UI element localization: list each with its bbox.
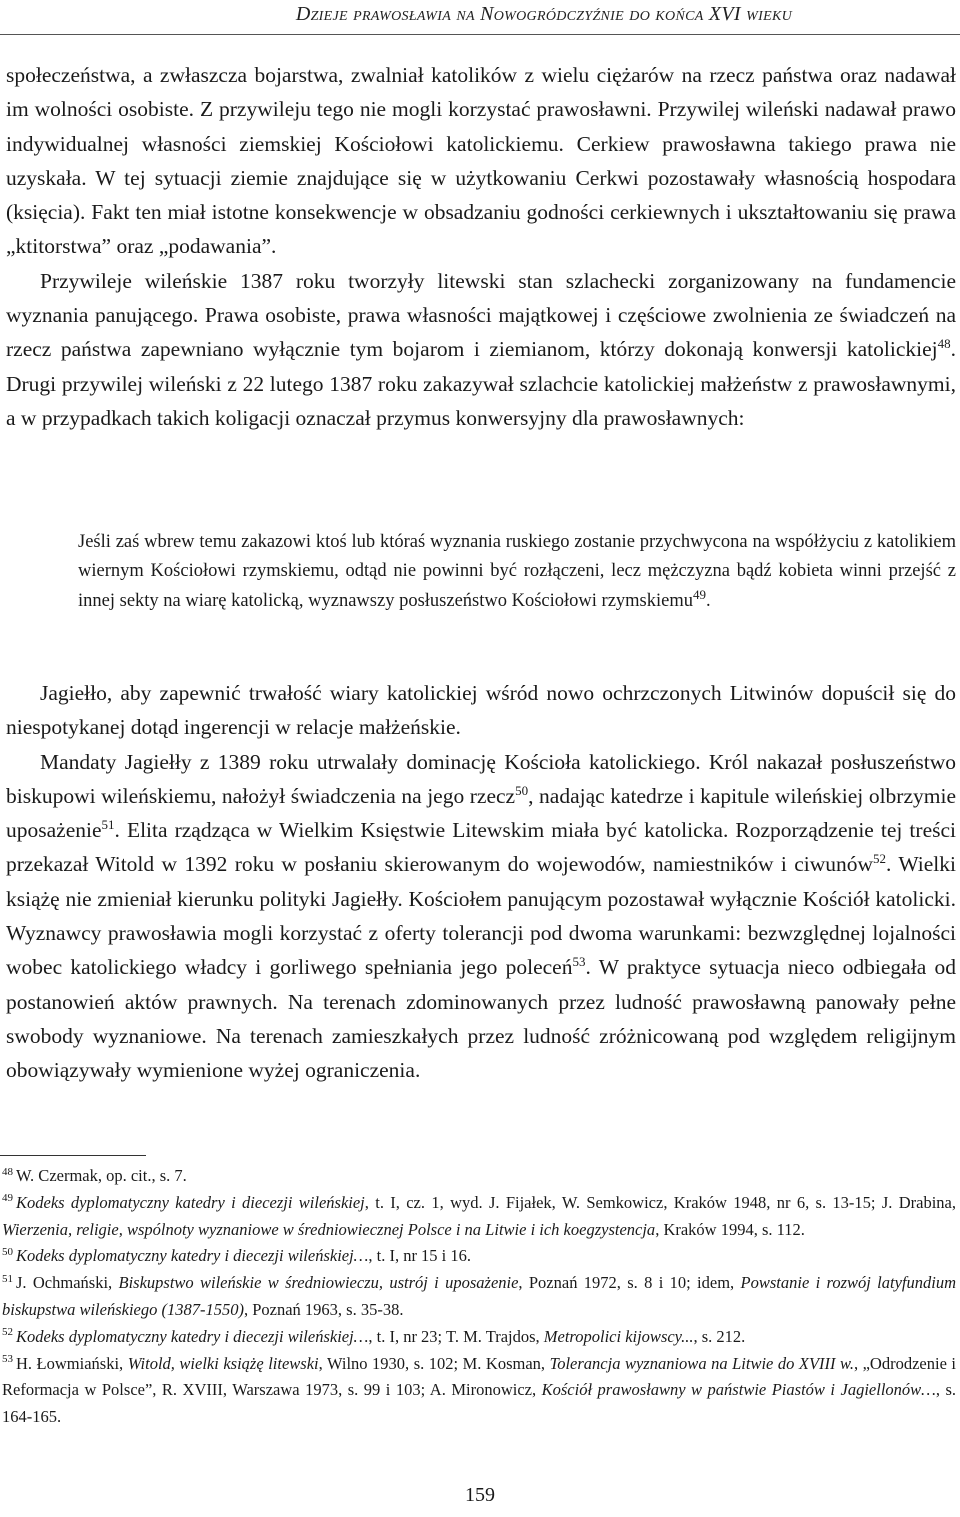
footnote-title: Metropolici kijowscy... <box>543 1326 694 1346</box>
quote-end: . <box>705 590 711 611</box>
footnote-text: H. Łowmiański, <box>16 1353 128 1373</box>
footnote-number: 52 <box>2 1326 13 1339</box>
footnote-title: Powstanie i rozwój latyfundium biskupstwa wileńskiego (1387-1550) <box>2 1273 956 1319</box>
paragraph-1: społeczeństwa, a zwłaszcza bojarstwa, zwalniał katolików z wielu ciężarów na rzecz państwa oraz nadawał im wolności osobiste. Z przywileju tego nie mogli korzystać prawosławni. Przywilej wileński nadawał prawo indywidualnej własności ziemskiej Kościołowi katolickiemu. Cerkiew prawosławna takiego prawa nie uzyskała. W tej sytuacji ziemie znajdujące się w użytkowaniu Cerkwi pozostawały własnością hospodara (księcia). Fakt ten miał istotne konsekwencje w obsadzaniu godności cerkiewnych i ukształtowaniu się prawa „ktitorstwa” oraz „podawania”. <box>6 63 956 259</box>
footnote-ref-48: 48 <box>937 336 951 352</box>
footnote-ref-51: 51 <box>101 817 115 833</box>
footnote-title: Biskupstwo wileńskie w średniowieczu, ustrój i uposażenie <box>118 1273 519 1293</box>
footnote-ref-49: 49 <box>692 586 706 602</box>
footnote-text: , s. 212. <box>693 1326 746 1346</box>
footnote-text: , Wilno 1930, s. 102; M. Kosman, <box>318 1353 550 1373</box>
footnote-title: Tolerancja wyznaniowa na Litwie do XVIII w. <box>549 1353 854 1373</box>
footnote-text: , Poznań 1972, s. 8 i 10; idem, <box>518 1273 741 1293</box>
footnote-50 <box>2 1243 956 1270</box>
footnote-separator <box>0 1155 146 1156</box>
footnote-text: , s. 164-165. <box>2 1380 957 1427</box>
running-title: Dzieje prawosławia na Nowogródczyźnie do końca XVI wieku <box>295 3 792 25</box>
paragraph-4-text-e: . W praktyce sytuacja nieco odbiegała od postanowień aktów prawnych. Na terenach zdominowanych przez ludność prawosławną panowały pełne swobody wyznaniowe. Na terenach zamieszkałych przez ludność zróżnicowaną pod względem religijnym obowiązywały wymienione wyżej ograniczenia. <box>6 955 956 1083</box>
footnote-title: Witold, wielki książę litewski <box>127 1353 319 1373</box>
page-number: 159 <box>465 1484 495 1506</box>
paragraph-4-text-a: Mandaty Jagiełły z 1389 roku utrwalały dominację Kościoła katolickiego. Król nakazał posłuszeństwo biskupowi wileńskiemu, nałożył świadczenia na jego rzecz <box>6 749 956 808</box>
footnote-52 <box>2 1324 956 1351</box>
footnote-text: J. Ochmański, <box>16 1273 119 1293</box>
footnote-text: , t. I, nr 23; T. M. Trajdos, <box>368 1326 544 1346</box>
paragraph-3: Jagiełło, aby zapewnić trwałość wiary katolickiej wśród nowo ochrzczonych Litwinów dopuścił się do niespotykanej dotąd ingerencji w relacje małżeńskie. <box>6 681 956 740</box>
paragraph-2-text-a: Przywileje wileńskie 1387 roku tworzyły litewski stan szlachecki zorganizowany na fundamencie wyznania panującego. Prawa osobiste, prawa własności majątkowej i częściowe zwolnienia ze świadczeń na rzecz państwa zapewniano wyłącznie tym bojarom i ziemianom, którzy dokonają konwersji katolickiej <box>6 268 956 362</box>
quote-text: Jeśli zaś wbrew temu zakazowi ktoś lub któraś wyznania ruskiego zostanie przychwycona na współżyciu z katolikiem wiernym Kościołowi rzymskiemu, odtąd nie powinni być rozłączeni, lecz mężczyzna bądź kobieta winni przejść z innej sekty na wiarę katolicką, wyznawszy posłuszeństwo Kościołowi rzymskiemu <box>78 532 956 611</box>
footnote-ref-50: 50 <box>515 782 529 798</box>
footnote-title: Wierzenia, religie, wspólnoty wyznaniowe w średniowiecznej Polsce i na Litwie i ich koegzystencja <box>2 1219 656 1239</box>
footnote-number: 53 <box>2 1353 13 1366</box>
block-quote <box>78 528 956 616</box>
footnote-number: 48 <box>2 1165 13 1178</box>
header-rule <box>0 34 960 35</box>
footnote-number: 49 <box>2 1192 13 1205</box>
footnote-text: , t. I, nr 15 i 16. <box>368 1246 472 1266</box>
main-text-bottom <box>6 676 956 1088</box>
footnote-text: , Poznań 1963, s. 35-38. <box>243 1299 404 1319</box>
paragraph-4-text-c: . Elita rządząca w Wielkim Księstwie Litewskim miała być katolicka. Rozporządzenie tej treści przekazał Witold w 1392 roku w posłaniu skierowanym do wojewodów, namiestników i ciwunów <box>6 818 956 877</box>
footnote-title: Kodeks dyplomatyczny katedry i diecezji wileńskiej… <box>16 1326 369 1346</box>
footnote-51 <box>2 1270 956 1324</box>
paragraph-2-text-b: . Drugi przywilej wileński z 22 lutego 1387 roku zakazywał szlachcie katolickiej małżeństw z prawosławnymi, a w przypadkach takich koligacji oznaczał przymus konwersyjny dla prawosławnych: <box>6 337 956 430</box>
footnote-title: Kodeks dyplomatyczny katedry i diecezji wileńskiej… <box>16 1246 369 1266</box>
paragraph-4-text-d: . Wielki książę nie zmieniał kierunku polityki Jagiełły. Kościołem panującym pozostawał wyłącznie Kościół katolicki. Wyznawcy prawosławia mogli korzystać z oferty tolerancji pod dwoma warunkami: bezwzględnej lojalności wobec katolickiego władcy i gorliwego spełniania jego poleceń <box>6 852 956 980</box>
footnote-number: 50 <box>2 1245 13 1258</box>
footnote-text: , t. I, cz. 1, wyd. J. Fijałek, W. Semkowicz, Kraków 1948, nr 6, s. 13-15; J. Drabina, <box>364 1192 956 1212</box>
quote-paragraph <box>78 528 956 616</box>
footnote-ref-52: 52 <box>873 851 887 867</box>
footnote-53 <box>2 1351 956 1431</box>
footnote-title: Kodeks dyplomatyczny katedry i diecezji wileńskiej <box>16 1192 365 1212</box>
paragraph-4 <box>6 745 956 1088</box>
footnote-text: , Kraków 1994, s. 112. <box>655 1219 805 1239</box>
footnote-49 <box>2 1190 956 1244</box>
footnote-text: W. Czermak, op. cit., s. 7. <box>16 1166 187 1185</box>
footnote-ref-53: 53 <box>572 954 586 970</box>
footnote-number: 51 <box>2 1272 13 1285</box>
footnote-text: , „Odrodzenie i Reformacja w Polsce”, R. XVIII, Warszawa 1973, s. 99 i 103; A. Mironowicz, <box>2 1353 956 1400</box>
paragraph-4-text-b: , nadając katedrze i kapitule wileńskiej olbrzymie uposażenie <box>6 783 956 843</box>
main-text-top <box>6 58 956 435</box>
footnote-48 <box>2 1163 956 1190</box>
footnotes <box>2 1163 956 1431</box>
paragraph-2 <box>6 264 956 435</box>
footnote-title: Kościół prawosławny w państwie Piastów i Jagiellonów… <box>541 1380 936 1400</box>
